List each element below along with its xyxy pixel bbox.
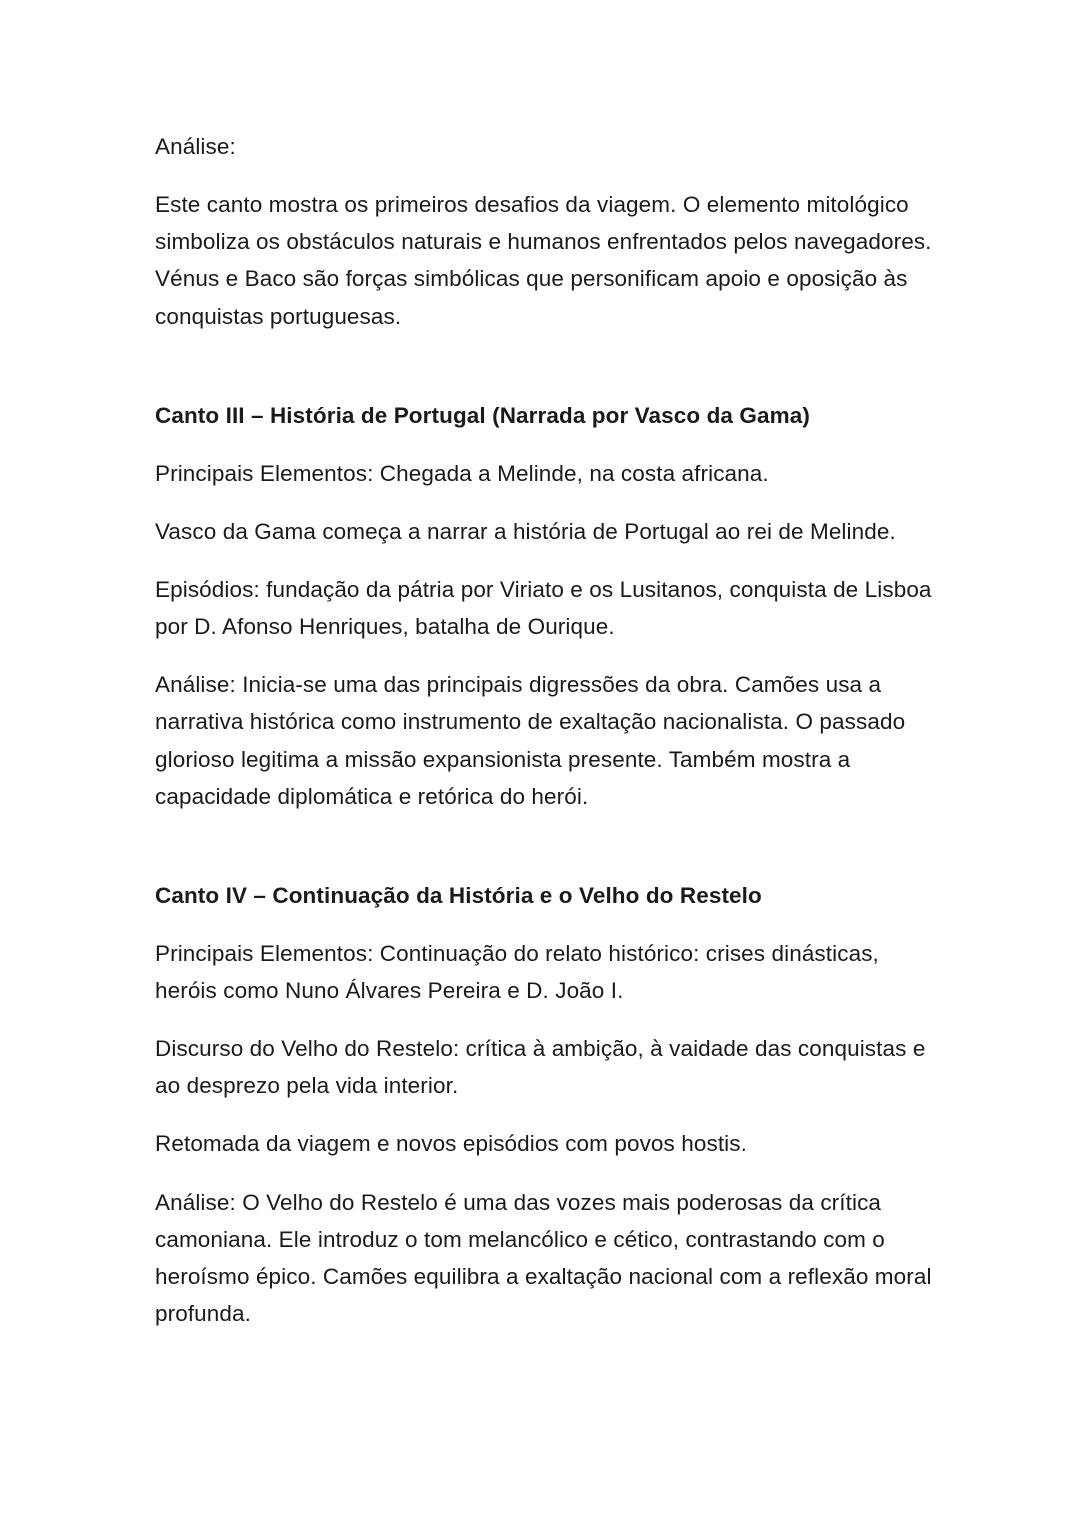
paragraph-canto3-narration: Vasco da Gama começa a narrar a história de Portugal ao rei de Melinde.: [155, 518, 896, 544]
paragraph-canto4-velho-discourse: Discurso do Velho do Restelo: crítica à ambição, à vaidade das conquistas e ao desprezo pela vida interior.: [155, 1036, 926, 1099]
paragraph-analise-label: Análise:: [155, 134, 236, 159]
paragraph-canto2-analysis: Este canto mostra os primeiros desafios da viagem. O elemento mitológico simboliza os obstáculos naturais e humanos enfrentados pelos navegadores. Vénus e Baco são forças simbólicas que personificam apoio e oposição às conquistas portuguesas.: [155, 192, 932, 329]
heading-canto-4: Canto IV – Continuação da História e o Velho do Restelo: [155, 882, 762, 908]
paragraph-canto3-analysis: Análise: Inicia-se uma das principais digressões da obra. Camões usa a narrativa histórica como instrumento de exaltação nacionalista. O passado glorioso legitima a missão expansionista presente. Também mostra a capacidade diplomática e retórica do herói.: [155, 672, 906, 809]
paragraph-canto4-analysis: Análise: O Velho do Restelo é uma das vozes mais poderosas da crítica camoniana. Ele introduz o tom melancólico e cético, contrastando com o heroísmo épico. Camões equilibra a exaltação nacional com a reflexão moral profunda.: [155, 1189, 932, 1326]
document-content: [155, 128, 945, 1353]
paragraph-canto3-elements: Principais Elementos: Chegada a Melinde, na costa africana.: [155, 460, 769, 486]
paragraph-canto4-voyage: Retomada da viagem e novos episódios com povos hostis.: [155, 1131, 747, 1157]
paragraph-canto3-episodes: Episódios: fundação da pátria por Viriato e os Lusitanos, conquista de Lisboa por D. Afonso Henriques, batalha de Ourique.: [155, 577, 932, 640]
heading-canto-3: Canto III – História de Portugal (Narrada por Vasco da Gama): [155, 402, 810, 428]
paragraph-canto4-elements: Principais Elementos: Continuação do relato histórico: crises dinásticas, heróis como Nuno Álvares Pereira e D. João I.: [155, 940, 879, 1003]
